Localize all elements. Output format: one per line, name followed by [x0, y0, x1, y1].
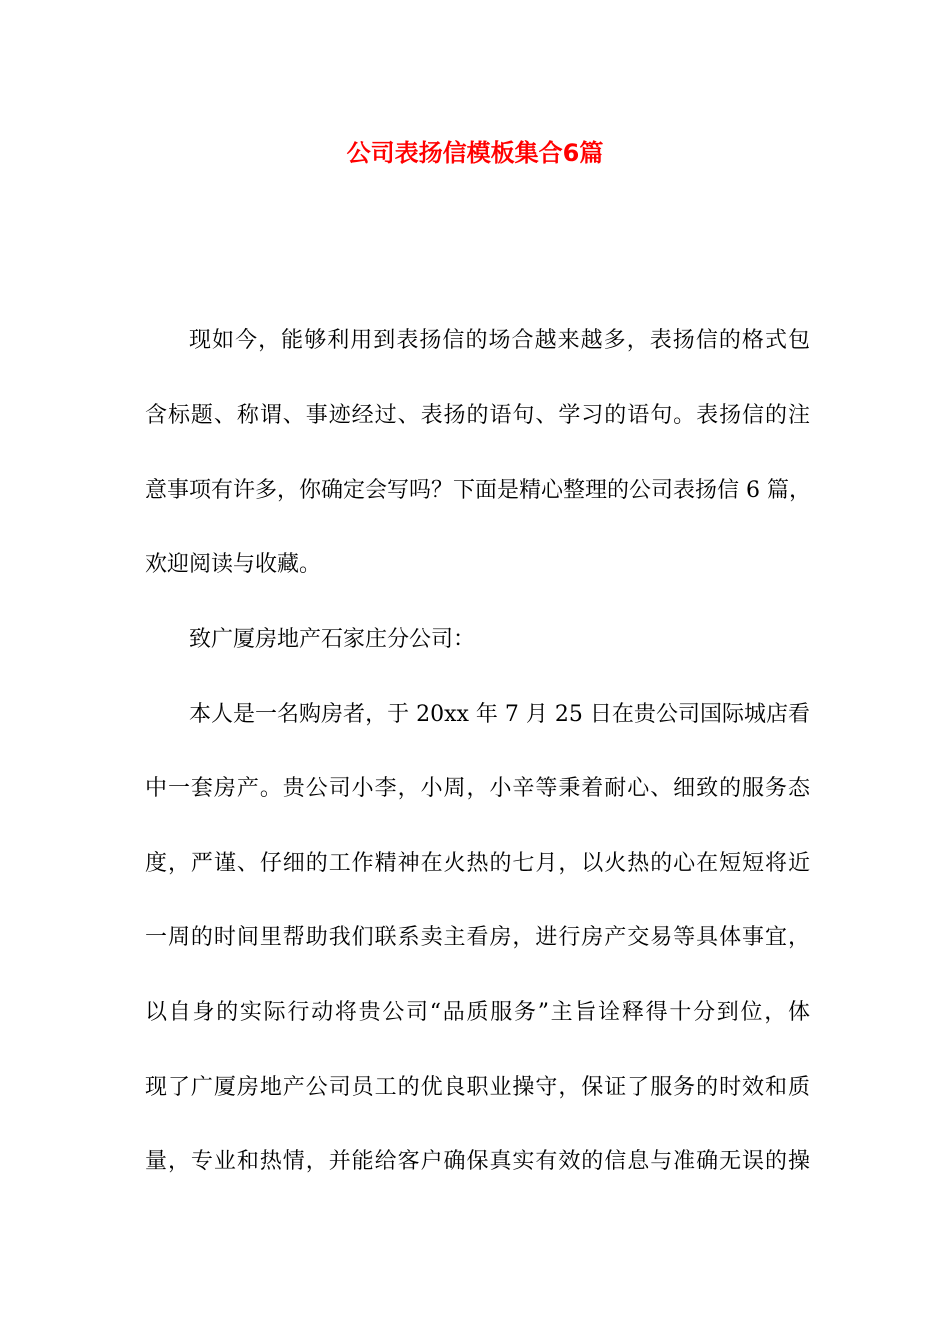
paragraph-line: 现如今，能够利用到表扬信的场合越来越多，表扬信的格式包	[189, 328, 810, 353]
paragraph-line: 量，专业和热情，并能给客户确保真实有效的信息与准确无误的操	[145, 1149, 810, 1174]
paragraph-line: 欢迎阅读与收藏。	[145, 552, 322, 577]
paragraph-line: 本人是一名购房者，于 20xx 年 7 月 25 日在贵公司国际城店看	[189, 702, 810, 727]
paragraph-line: 以自身的实际行动将贵公司“品质服务”主旨诠释得十分到位，体	[145, 1000, 810, 1025]
salutation: 致广厦房地产石家庄分公司：	[189, 627, 476, 652]
paragraph-line: 中一套房产。贵公司小李，小周，小辛等秉着耐心、细致的服务态	[145, 776, 810, 801]
paragraph-line: 意事项有许多，你确定会写吗？下面是精心整理的公司表扬信 6 篇，	[145, 478, 811, 503]
paragraph-line: 含标题、称谓、事迹经过、表扬的语句、学习的语句。表扬信的注	[145, 403, 810, 428]
paragraph-line: 度，严谨、仔细的工作精神在火热的七月，以火热的心在短短将近	[145, 851, 810, 876]
document-title: 公司表扬信模板集合6篇	[346, 139, 604, 167]
paragraph-line: 一周的时间里帮助我们联系卖主看房，进行房产交易等具体事宜，	[145, 925, 810, 950]
paragraph-line: 现了广厦房地产公司员工的优良职业操守，保证了服务的时效和质	[145, 1075, 810, 1100]
